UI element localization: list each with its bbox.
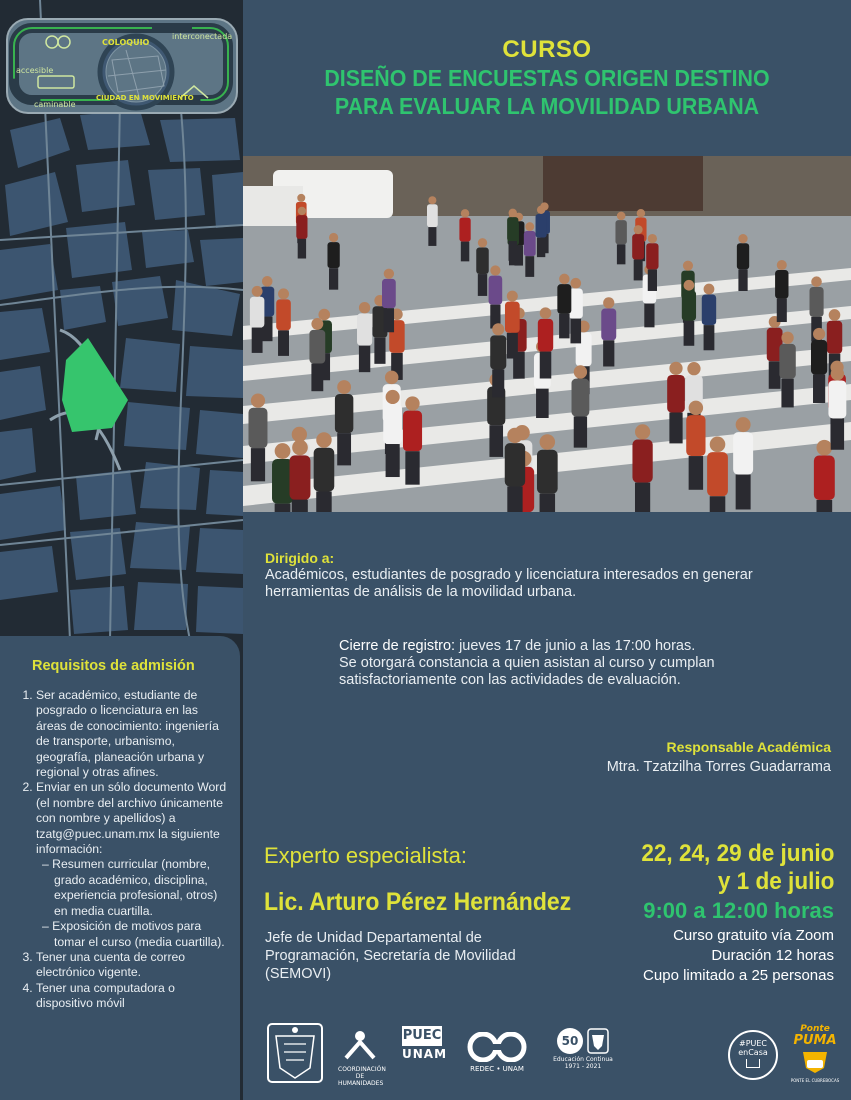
pedestrian-head bbox=[648, 234, 657, 243]
pedestrian-head bbox=[492, 323, 504, 335]
pedestrian-head bbox=[329, 233, 338, 242]
pedestrian bbox=[357, 313, 372, 345]
pedestrian-legs bbox=[384, 308, 394, 332]
pedestrian-head bbox=[297, 194, 305, 202]
pedestrian bbox=[536, 214, 547, 238]
educacion-continua-logo bbox=[550, 1028, 616, 1070]
course-title-line2: PARA EVALUAR LA MOVILIDAD URBANA bbox=[334, 93, 760, 119]
pedestrian-head bbox=[687, 362, 700, 375]
course-header bbox=[243, 36, 851, 120]
pedestrian-head bbox=[710, 437, 726, 453]
pedestrian-head bbox=[540, 434, 556, 450]
pedestrian bbox=[524, 231, 536, 256]
pedestrian-legs bbox=[689, 456, 703, 490]
pedestrian bbox=[314, 448, 335, 492]
pedestrian-legs bbox=[813, 375, 825, 403]
pedestrian-legs bbox=[777, 299, 787, 322]
pedestrian bbox=[248, 408, 267, 448]
institution-logos bbox=[262, 1020, 642, 1090]
pedestrian-head bbox=[386, 390, 400, 404]
pedestrian-legs bbox=[428, 227, 436, 246]
unam-text: UNAM bbox=[402, 1047, 448, 1061]
unam-seal-icon bbox=[266, 1022, 324, 1084]
pedestrian-head bbox=[384, 269, 394, 279]
pedestrian bbox=[489, 276, 503, 305]
pedestrian bbox=[572, 379, 590, 417]
pedestrian bbox=[686, 415, 705, 456]
unam-mini-seal-icon bbox=[587, 1028, 609, 1054]
puec-hashtag: #PUEC bbox=[738, 1039, 768, 1048]
pedestrian-legs bbox=[648, 269, 657, 291]
humanidades-icon bbox=[342, 1028, 378, 1062]
pedestrian-legs bbox=[251, 448, 265, 481]
pedestrian bbox=[682, 291, 696, 321]
course-title-line1: DISEÑO DE ENCUESTAS ORIGEN DESTINO bbox=[324, 65, 770, 91]
certificate-note: Se otorgará constancia a quien asistan al curso y cumplan satisfactoriamente con las actividades de evaluación. bbox=[339, 655, 715, 688]
academic-lead bbox=[607, 737, 831, 777]
pedestrian-legs bbox=[405, 451, 419, 484]
requirements-title: Requisitos de admisión bbox=[32, 658, 195, 674]
pedestrian-legs bbox=[617, 244, 626, 264]
pedestrian-legs bbox=[710, 496, 726, 512]
pedestrian-legs bbox=[509, 241, 517, 261]
pedestrian-legs bbox=[329, 268, 338, 289]
logo-word-caminable: caminable bbox=[34, 100, 76, 109]
pedestrian-head bbox=[318, 309, 330, 321]
pedestrian-head bbox=[311, 318, 323, 330]
pedestrian-legs bbox=[831, 418, 844, 449]
coordinacion-humanidades-logo bbox=[338, 1028, 386, 1087]
registration-close-label: Cierre de registro: bbox=[339, 638, 456, 654]
pedestrian-head bbox=[251, 394, 265, 408]
pedestrian-head bbox=[262, 276, 273, 287]
pedestrian-head bbox=[617, 212, 626, 221]
pedestrian bbox=[476, 247, 489, 274]
pedestrian-legs bbox=[316, 491, 331, 512]
pedestrian bbox=[737, 243, 749, 269]
pedestrian bbox=[538, 319, 553, 352]
requirement-subitem: – Exposición de motivos para tomar el curso (media cuartilla). bbox=[42, 919, 225, 949]
pedestrian-legs bbox=[537, 238, 545, 258]
pedestrian bbox=[276, 299, 291, 330]
pedestrian bbox=[507, 217, 518, 241]
target-audience bbox=[265, 550, 835, 601]
schedule-dates-line2: y 1 de julio bbox=[717, 868, 834, 895]
crosswalk-crowd-image bbox=[243, 156, 851, 512]
pedestrian-legs bbox=[536, 389, 549, 418]
pedestrian-head bbox=[385, 371, 399, 385]
schedule-capacity: Cupo limitado a 25 personas bbox=[643, 967, 834, 984]
pedestrian-head bbox=[316, 432, 331, 447]
pedestrian-legs bbox=[386, 444, 400, 477]
schedule-format: Curso gratuito vía Zoom bbox=[673, 927, 834, 944]
coloquio-logo bbox=[6, 18, 238, 114]
pedestrian bbox=[250, 297, 264, 328]
pedestrian-legs bbox=[507, 333, 518, 359]
pedestrian-head bbox=[781, 332, 793, 344]
pedestrian-head bbox=[540, 307, 552, 319]
pedestrian-head bbox=[704, 284, 715, 295]
requirement-item-text: Enviar en un sólo documento Word (el nombre del archivo únicamente con nombre y apellidos) a tzatg@puec.unam.mx la siguiente información: bbox=[36, 780, 227, 857]
pedestrian-legs bbox=[769, 361, 781, 389]
pedestrian-head bbox=[509, 209, 517, 217]
logo-word-accesible: accesible bbox=[16, 66, 54, 75]
pedestrian-legs bbox=[644, 304, 654, 328]
pedestrian bbox=[646, 243, 658, 269]
pedestrian-legs bbox=[489, 425, 503, 457]
pedestrian-legs bbox=[507, 486, 522, 512]
pedestrian-legs bbox=[736, 475, 751, 510]
pedestrian-legs bbox=[492, 369, 504, 397]
registration-close-date: jueves 17 de junio a las 17:00 horas. bbox=[459, 638, 696, 654]
pedestrian-legs bbox=[634, 259, 643, 280]
pedestrian-head bbox=[298, 207, 306, 215]
pedestrian-head bbox=[831, 367, 844, 380]
puec-text: PUEC bbox=[402, 1026, 442, 1046]
pedestrian-head bbox=[683, 261, 693, 271]
target-audience-text: Académicos, estudiantes de posgrado y licenciatura interesados en generar herramientas de análisis de la movilidad urbana. bbox=[265, 567, 753, 600]
academic-lead-name: Mtra. Tzatzilha Torres Guadarrama bbox=[606, 759, 831, 775]
pedestrian-head bbox=[428, 196, 436, 204]
pedestrian-legs bbox=[559, 314, 569, 338]
puma-mask-icon bbox=[800, 1048, 830, 1074]
pedestrian bbox=[335, 394, 353, 433]
pedestrian bbox=[707, 452, 728, 496]
pedestrian bbox=[427, 204, 438, 227]
pedestrian-head bbox=[405, 396, 419, 410]
pedestrian bbox=[828, 380, 846, 418]
pedestrian-head bbox=[337, 380, 351, 394]
pedestrian-head bbox=[637, 209, 645, 217]
course-label: CURSO bbox=[502, 36, 592, 63]
pedestrian bbox=[667, 375, 685, 413]
pedestrian bbox=[382, 279, 396, 308]
requirement-item: 4. Tener una computadora o dispositivo móvil bbox=[36, 981, 230, 1012]
schedule-dates-line1: 22, 24, 29 de junio bbox=[640, 840, 834, 867]
expert-label: Experto especialista: bbox=[264, 843, 467, 868]
pedestrian bbox=[827, 321, 842, 354]
pedestrian-head bbox=[816, 440, 832, 456]
pedestrian bbox=[601, 308, 616, 340]
pedestrian-head bbox=[829, 309, 841, 321]
pedestrian bbox=[403, 411, 422, 452]
pedestrian-legs bbox=[461, 242, 469, 262]
schedule-hours: 9:00 a 12:00 horas bbox=[643, 898, 834, 923]
registration-close bbox=[339, 638, 809, 689]
humanidades-caption: COORDINACIÓN DE HUMANIDADES bbox=[338, 1066, 386, 1087]
cubrebocas-text: PONTE EL CUBREBOCAS bbox=[790, 1078, 840, 1083]
pedestrian bbox=[537, 450, 558, 494]
pedestrian-legs bbox=[292, 500, 308, 512]
pedestrian-legs bbox=[311, 363, 323, 391]
pedestrian-head bbox=[736, 417, 751, 432]
requirement-item: 3. Tener una cuenta de correo electrónico vigente. bbox=[36, 950, 230, 981]
pedestrian-legs bbox=[635, 483, 650, 512]
ec-caption: Educación Continua bbox=[553, 1056, 613, 1063]
pedestrian-legs bbox=[298, 239, 306, 259]
pedestrian-head bbox=[811, 276, 822, 287]
pedestrian bbox=[327, 242, 339, 268]
pedestrian-head bbox=[738, 234, 747, 243]
ponte-text: Ponte bbox=[800, 1024, 830, 1034]
pedestrian-legs bbox=[570, 319, 581, 344]
pedestrian bbox=[810, 287, 824, 317]
pedestrian-head bbox=[689, 401, 703, 415]
logo-word-coloquio: COLOQUIO bbox=[102, 38, 150, 47]
pedestrian bbox=[811, 340, 827, 375]
pedestrian-head bbox=[574, 365, 587, 378]
schedule-duration: Duración 12 horas bbox=[711, 947, 834, 964]
crowd-photo bbox=[243, 156, 851, 512]
pedestrian bbox=[733, 432, 753, 474]
logo-word-ciudad: CIUDAD EN MOVIMIENTO bbox=[96, 94, 194, 102]
pedestrian-head bbox=[478, 238, 487, 247]
expert-role: Jefe de Unidad Departamental de Programación, Secretaría de Movilidad (SEMOVI) bbox=[265, 930, 516, 982]
pedestrian-legs bbox=[603, 340, 614, 366]
redec-icon bbox=[465, 1032, 529, 1062]
pedestrian-legs bbox=[278, 330, 289, 356]
pedestrian-legs bbox=[540, 352, 552, 379]
puma-text: PUMA bbox=[793, 1033, 837, 1048]
pedestrian-legs bbox=[684, 321, 695, 346]
pedestrian-legs bbox=[669, 412, 682, 443]
pedestrian bbox=[296, 215, 307, 239]
pedestrian-head bbox=[275, 443, 291, 459]
pedestrian-head bbox=[777, 260, 787, 270]
pedestrian bbox=[383, 404, 402, 444]
en-casa-text: enCasa bbox=[738, 1048, 768, 1057]
pedestrian-head bbox=[507, 428, 522, 443]
pedestrian-head bbox=[570, 278, 581, 289]
pedestrian bbox=[775, 270, 788, 299]
pedestrian-head bbox=[634, 225, 643, 234]
pedestrian-head bbox=[537, 206, 545, 214]
pedestrian-legs bbox=[359, 346, 370, 373]
pedestrian bbox=[459, 218, 470, 242]
pedestrian-legs bbox=[574, 416, 587, 447]
pedestrian-head bbox=[490, 265, 500, 275]
ec-years: 1971 - 2021 bbox=[564, 1063, 602, 1070]
requirement-item bbox=[36, 780, 230, 949]
pedestrian-legs bbox=[374, 338, 385, 364]
ponte-puma-logo bbox=[790, 1024, 840, 1090]
pedestrian-head bbox=[252, 286, 263, 297]
academic-lead-label: Responsable Académica bbox=[666, 739, 831, 755]
pedestrian bbox=[615, 220, 626, 244]
pedestrian-head bbox=[461, 209, 469, 217]
pedestrian-legs bbox=[478, 274, 487, 296]
requirements-list bbox=[18, 688, 230, 1012]
requirement-subitem: – Resumen curricular (nombre, grado académico, disciplina, experiencia profesional, otros) en media cuartilla. bbox=[42, 857, 218, 918]
pedestrian-head bbox=[684, 280, 695, 291]
pedestrian bbox=[505, 443, 525, 486]
puec-en-casa-logo bbox=[728, 1030, 778, 1080]
pedestrian-legs bbox=[738, 269, 747, 291]
pedestrian-legs bbox=[252, 328, 263, 353]
redec-caption: REDEC • UNAM bbox=[470, 1065, 524, 1073]
pedestrian-legs bbox=[781, 379, 793, 408]
target-audience-label: Dirigido a: bbox=[265, 550, 335, 566]
requirement-item: 1. Ser académico, estudiante de posgrado o licenciatura en las áreas de conocimiento: ingeniería de transporte, urbanismo, geografía, planeación urbana y regional y otras afines. bbox=[36, 688, 230, 780]
logo-word-interconectada: interconectada bbox=[172, 32, 233, 41]
pedestrian bbox=[290, 455, 311, 499]
redec-logo bbox=[460, 1032, 534, 1073]
pedestrian-legs bbox=[540, 494, 556, 512]
pedestrian-head bbox=[635, 424, 650, 439]
house-icon bbox=[746, 1059, 760, 1068]
expert-name: Lic. Arturo Pérez Hernández bbox=[264, 888, 572, 916]
pedestrian bbox=[779, 344, 795, 379]
pedestrian-head bbox=[292, 440, 308, 456]
schedule bbox=[629, 840, 834, 986]
unam-seal-logo bbox=[266, 1022, 324, 1084]
admission-requirements bbox=[0, 636, 240, 1100]
pedestrian-head bbox=[507, 291, 518, 302]
pedestrian bbox=[505, 302, 520, 333]
requirement-sublist bbox=[36, 857, 230, 949]
pedestrian-head bbox=[525, 222, 534, 231]
pedestrian-head bbox=[603, 297, 614, 308]
pedestrian bbox=[490, 335, 506, 369]
puec-unam-logo bbox=[402, 1026, 448, 1062]
pedestrian-legs bbox=[525, 256, 534, 277]
pedestrian-legs bbox=[704, 325, 715, 350]
pedestrian bbox=[632, 439, 652, 482]
pedestrian-head bbox=[278, 288, 289, 299]
pedestrian-head bbox=[559, 274, 569, 284]
fifty-years-mark: 50 bbox=[557, 1028, 583, 1054]
pedestrian bbox=[702, 294, 716, 325]
pedestrian-legs bbox=[275, 504, 291, 512]
pedestrian-legs bbox=[816, 500, 832, 512]
pedestrian bbox=[814, 456, 835, 500]
pedestrian-head bbox=[359, 302, 370, 313]
pedestrian bbox=[309, 330, 325, 364]
pedestrian bbox=[632, 234, 644, 259]
pedestrian-legs bbox=[337, 433, 351, 465]
pedestrian bbox=[557, 284, 571, 314]
pedestrian-head bbox=[813, 328, 825, 340]
pedestrian-head bbox=[669, 362, 682, 375]
